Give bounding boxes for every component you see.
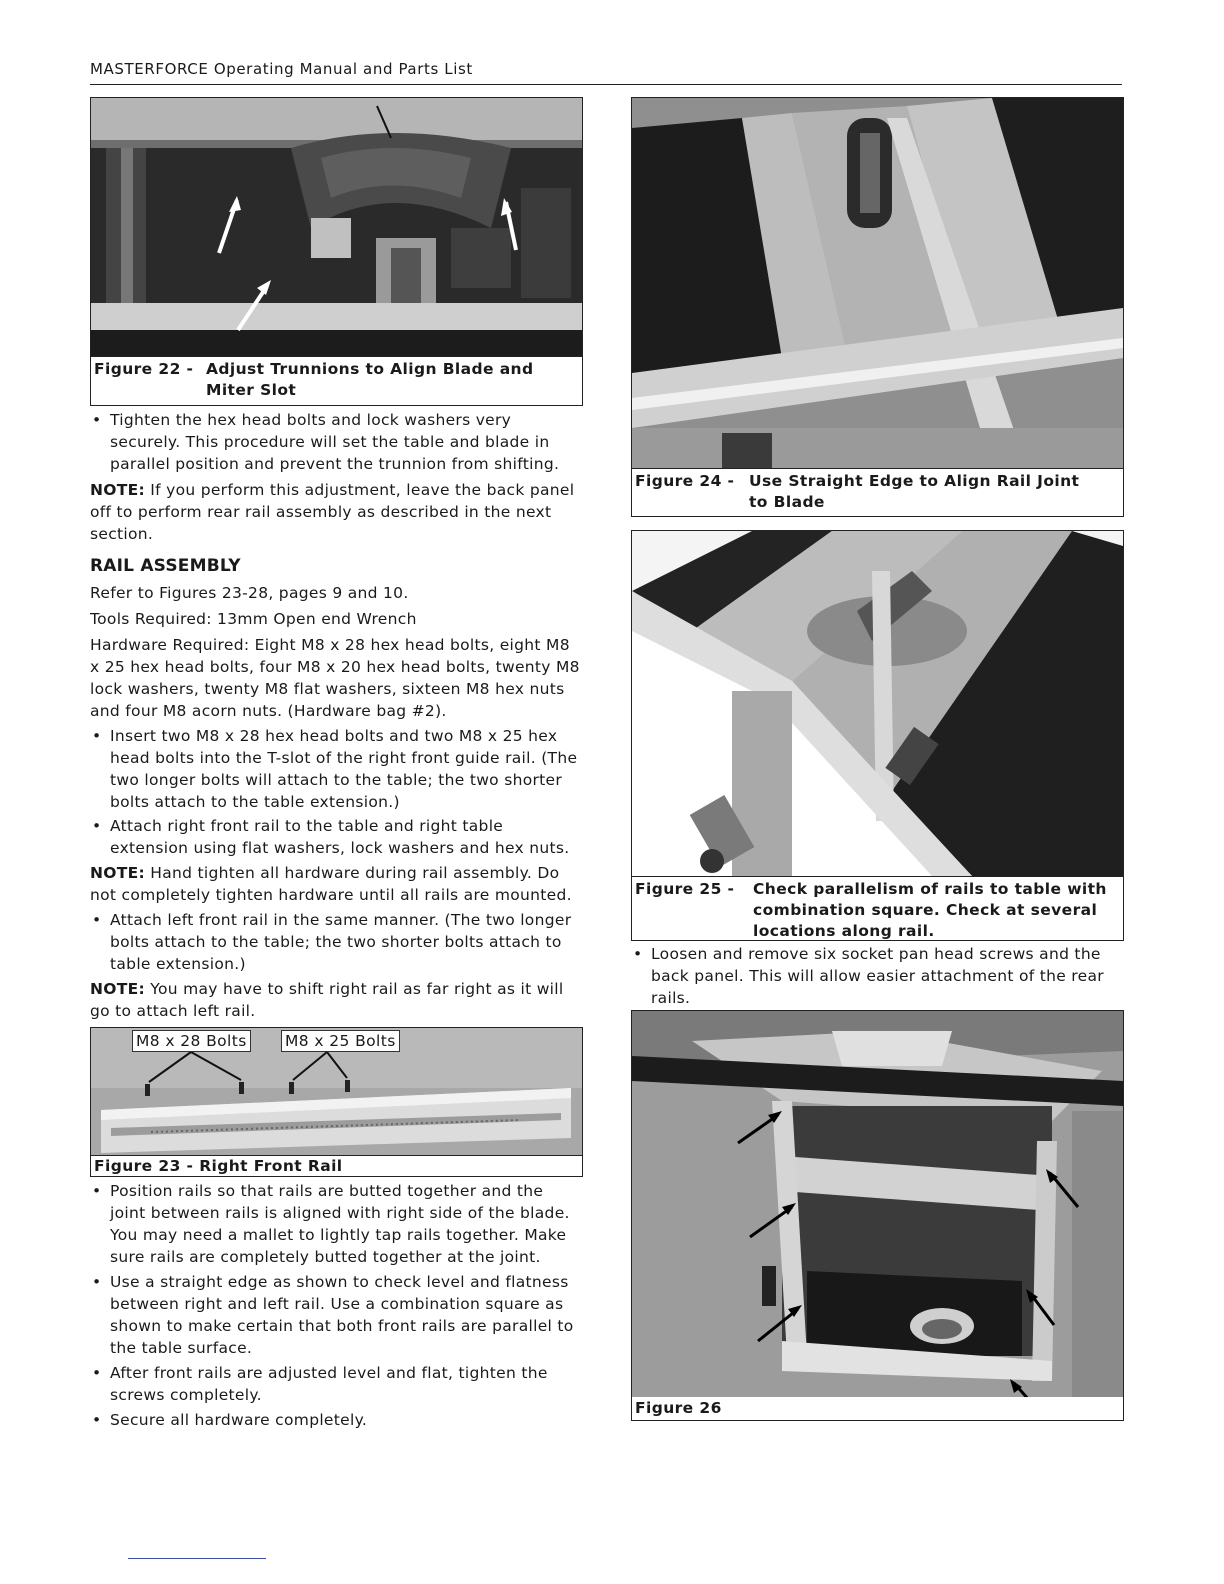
figure-24-title-2: to Blade (749, 493, 825, 511)
figure-26 (631, 1010, 1124, 1421)
note-shift-rail (90, 978, 580, 1022)
note-text: Hand tighten all hardware during rail assembly. Do not completely tighten hardware until all rails are mounted. (90, 864, 572, 904)
note-text: If you perform this adjustment, leave the back panel off to perform rear rail assembly as described in the next section. (90, 481, 575, 543)
bullet-tighten-bolts: • Tighten the hex head bolts and lock washers very securely. This procedure will set the table and blade in parallel position and prevent the trunnion from shifting. (90, 409, 580, 475)
figure-26-photo (632, 1011, 1123, 1397)
note-label: NOTE: (90, 481, 146, 499)
figure-25 (631, 530, 1124, 941)
bullet-secure-hardware: • Secure all hardware completely. (90, 1409, 582, 1431)
figure-25-title-3: locations along rail. (753, 922, 935, 940)
left-text-block-2 (90, 582, 580, 1022)
figure-22 (90, 97, 583, 406)
note-back-panel (90, 479, 580, 545)
figure-22-photo (91, 98, 582, 356)
figure-25-photo (632, 531, 1123, 876)
figure-26-caption (632, 1397, 1123, 1420)
figure-25-title-2: combination square. Check at several (753, 901, 1098, 919)
bullet-remove-back-panel: • Loosen and remove six socket pan head screws and the back panel. This will allow easier attachment of the rear rails. (631, 943, 1111, 1009)
note-hand-tighten (90, 862, 580, 906)
running-header (90, 60, 1122, 85)
figure-23-caption (91, 1155, 582, 1176)
footer-rule (128, 1558, 266, 1559)
bullet-attach-right-rail: • Attach right front rail to the table and right table extension using flat washers, lock washers and hex nuts. (90, 815, 580, 859)
left-text-block-1 (90, 409, 580, 545)
note-label: NOTE: (90, 864, 146, 882)
figure-23 (90, 1027, 583, 1177)
figure-24-caption (632, 468, 1123, 516)
bullet-position-rails: • Position rails so that rails are butted together and the joint between rails is aligned with right side of the blade. You may need a mallet to lightly tap rails together. Make sure rails are completely butted together at the joint. (90, 1180, 582, 1268)
section-title-rail-assembly: RAIL ASSEMBLY (90, 556, 241, 576)
figure-23-number: Figure 23 - (94, 1157, 194, 1175)
figure-24-number: Figure 24 - (635, 472, 735, 490)
note-text: You may have to shift right rail as far right as it will go to attach left rail. (90, 980, 564, 1020)
header-title: MASTERFORCE Operating Manual and Parts List (90, 60, 473, 78)
figure-24-title-1: Use Straight Edge to Align Rail Joint (749, 472, 1080, 490)
hardware-paragraph: Hardware Required: Eight M8 x 28 hex head bolts, eight M8 x 25 hex head bolts, four M8 x 20 hex head bolts, twenty M8 lock washers, twenty M8 flat washers, sixteen M8 hex nuts and four M8 acorn nuts. (Hardware bag #2). (90, 636, 580, 720)
tools-line: Tools Required: 13mm Open end Wrench (90, 610, 417, 628)
refer-line: Refer to Figures 23-28, pages 9 and 10. (90, 584, 409, 602)
figure-25-caption (632, 876, 1123, 940)
figure-22-caption (91, 356, 582, 405)
figure-22-title-1: Adjust Trunnions to Align Blade and (206, 360, 534, 378)
figure-24 (631, 97, 1124, 517)
bullet-straight-edge: • Use a straight edge as shown to check level and flatness between right and left rail. Use a combination square as shown to make certain that both front rails are parallel to the table surface. (90, 1271, 582, 1359)
label-m8x28-bolts: M8 x 28 Bolts (132, 1030, 251, 1052)
bullet-insert-bolts: • Insert two M8 x 28 hex head bolts and two M8 x 25 hex head bolts into the T-slot of the right front guide rail. (The two longer bolts will attach to the table; the two shorter bolts attach to the table extension.) (90, 725, 580, 813)
bullet-attach-left-rail: • Attach left front rail in the same manner. (The two longer bolts attach to the table; the two shorter bolts attach to table extension.) (90, 909, 580, 975)
left-text-block-3 (90, 1180, 582, 1431)
figure-22-number: Figure 22 - (94, 360, 194, 378)
figure-24-photo (632, 98, 1123, 468)
figure-26-number: Figure 26 (635, 1399, 722, 1417)
figure-25-number: Figure 25 - (635, 880, 735, 898)
label-m8x25-bolts: M8 x 25 Bolts (281, 1030, 400, 1052)
bullet-tighten-screws: • After front rails are adjusted level and flat, tighten the screws completely. (90, 1362, 582, 1406)
figure-22-title-2: Miter Slot (206, 381, 297, 399)
right-text-block-1 (631, 943, 1111, 1009)
figure-23-title: Right Front Rail (199, 1157, 343, 1175)
note-label: NOTE: (90, 980, 146, 998)
figure-25-title-1: Check parallelism of rails to table with (753, 880, 1107, 898)
